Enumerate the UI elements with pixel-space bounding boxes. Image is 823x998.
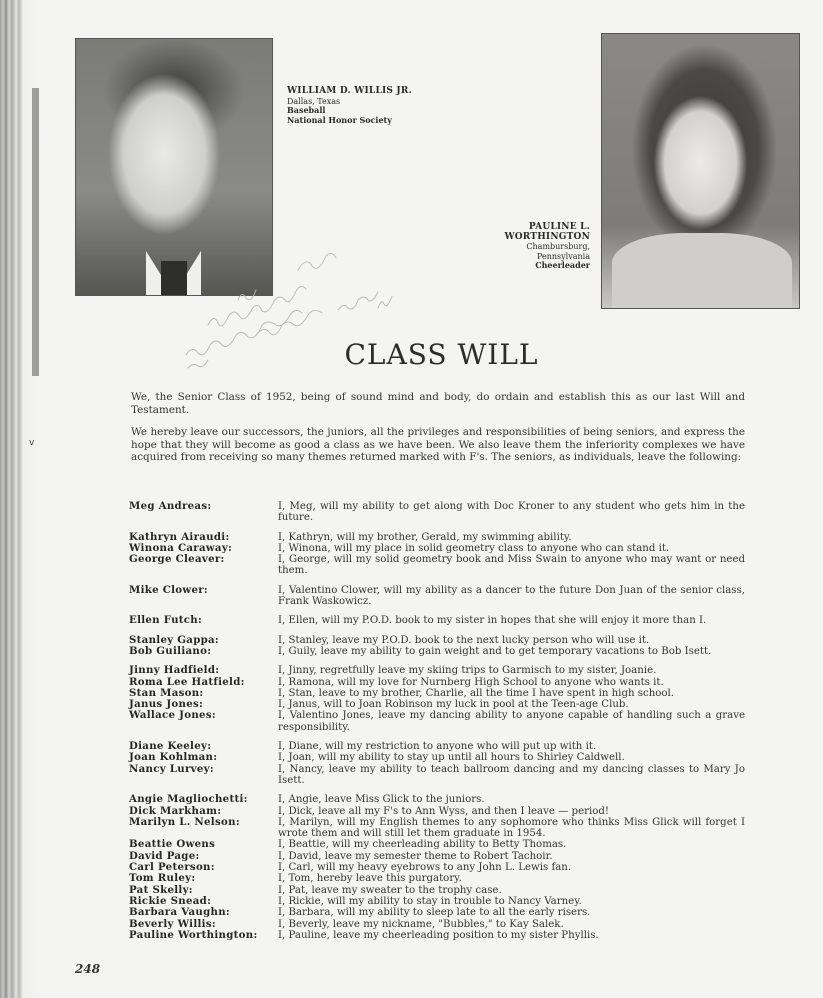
will-student-name: Stan Mason: <box>129 686 204 699</box>
portrait-activity: Baseball <box>287 105 326 115</box>
will-student-name: Winona Caraway: <box>129 541 233 554</box>
will-bequest: I, Kathryn, will my brother, Gerald, my swimming ability. <box>278 531 572 543</box>
portrait-name-line1: PAULINE L. <box>528 222 590 232</box>
portrait-hometown-line2: Pennsylvania <box>536 251 590 261</box>
portrait-name: WILLIAM D. WILLIS JR. <box>287 86 412 96</box>
will-bequest: I, Beverly, leave my nickname, "Bubbles," to Kay Salek. <box>278 918 564 930</box>
will-student-name: Diane Keeley: <box>129 740 212 753</box>
will-student-name: Bob Guiliano: <box>129 644 212 657</box>
will-entry <box>129 646 745 657</box>
will-entry <box>129 907 745 918</box>
page-title <box>0 338 823 371</box>
will-bequest: I, Meg, will my ability to get along with Doc Kroner to any student who gets him in the future. <box>278 501 745 524</box>
will-entry <box>129 554 745 577</box>
will-student-name: Meg Andreas: <box>129 500 212 512</box>
portrait-name-line2: WORTHINGTON <box>504 231 590 242</box>
will-student-name: Carl Peterson: <box>129 861 215 874</box>
intro-paragraph: We hereby leave our successors, the juniors, all the privileges and responsibilities of being seniors, and express the hope that they will become as good a class as we have been. We also leave them the inferiority complexes we have acquired from receiving so many themes returned marked with F's. The seniors, as individuals, leave the following: <box>131 426 745 463</box>
will-entry <box>129 851 745 862</box>
will-bequest: I, Winona, will my place in solid geometry class to anyone who can stand it. <box>278 542 670 554</box>
intro-paragraph: We, the Senior Class of 1952, being of sound mind and body, do ordain and establish this as our last Will and Testament. <box>131 391 745 416</box>
sweater <box>612 233 792 308</box>
will-bequest: I, Ellen, will my P.O.D. book to my sister in hopes that she will enjoy it more than I. <box>278 615 707 627</box>
will-bequest: I, Pat, leave my sweater to the trophy case. <box>278 884 502 896</box>
portrait-activity: Cheerleader <box>535 260 590 270</box>
will-bequest: I, Barbara, will my ability to sleep late to all the early risers. <box>278 907 591 919</box>
will-student-name: Ellen Futch: <box>129 614 203 627</box>
will-entry <box>129 688 745 699</box>
portrait-photo-pauline-worthington <box>601 33 800 309</box>
will-bequest: I, Ramona, will my love for Nurnberg High School to anyone who wants it. <box>278 676 664 688</box>
will-entry <box>129 930 745 941</box>
will-student-name: Pauline Worthington: <box>129 928 258 941</box>
wills-list <box>129 501 745 941</box>
will-bequest: I, Marilyn, will my English themes to any sophomore who thinks Miss Glick will forget I wrote them and will still let them graduate in 1954. <box>278 816 745 840</box>
will-entry <box>129 794 745 805</box>
portrait-hometown-line1: Chambursburg, <box>526 242 590 251</box>
will-entry <box>129 817 745 840</box>
will-bequest: I, Beattie, will my cheerleading ability to Betty Thomas. <box>278 839 567 851</box>
will-bequest: I, Angie, leave Miss Glick to the juniors. <box>278 794 485 806</box>
will-student-name: Dick Markham: <box>129 804 222 817</box>
will-student-name: Wallace Jones: <box>129 709 216 722</box>
will-student-name: Beverly Willis: <box>129 917 216 930</box>
will-student-name: Stanley Gappa: <box>129 633 219 646</box>
will-entry <box>129 764 745 787</box>
will-entry <box>129 665 745 676</box>
will-entry <box>129 699 745 710</box>
portrait-activity: National Honor Society <box>287 114 392 125</box>
will-bequest: I, Nancy, leave my ability to teach ballroom dancing and my dancing classes to Mary Jo Isett. <box>278 763 745 786</box>
will-student-name: Marilyn L. Nelson: <box>129 815 240 828</box>
will-student-name: Tom Ruley: <box>129 872 196 885</box>
will-student-name: Janus Jones: <box>129 698 204 711</box>
will-student-name: Joan Kohlman: <box>129 751 218 764</box>
will-student-name: Rickie Snead: <box>129 894 212 907</box>
will-bequest: I, Carl, will my heavy eyebrows to any John L. Lewis fan. <box>278 862 572 874</box>
page-number: 248 <box>75 962 101 976</box>
will-bequest: I, Joan, will my ability to stay up until all hours to Shirley Caldwell. <box>278 752 625 764</box>
will-bequest: I, Janus, will to Joan Robinson my luck in pool at the Teen-age Club. <box>278 699 629 711</box>
will-entry <box>129 862 745 873</box>
will-entry <box>129 839 745 850</box>
will-bequest: I, Pauline, leave my cheerleading position to my sister Phyllis. <box>278 929 599 941</box>
will-student-name: Pat Skelly: <box>129 883 193 896</box>
will-entry <box>129 635 745 646</box>
will-student-name: David Page: <box>129 849 200 862</box>
will-entry <box>129 585 745 608</box>
will-entry <box>129 752 745 763</box>
will-student-name: George Cleaver: <box>129 553 225 566</box>
will-bequest: I, Diane, will my restriction to anyone who will put up with it. <box>278 741 597 753</box>
will-student-name: Nancy Lurvey: <box>129 762 214 775</box>
will-student-name: Roma Lee Hatfield: <box>129 675 245 688</box>
binding-strip <box>32 88 39 376</box>
will-bequest: I, Stan, leave to my brother, Charlie, all the time I have spent in high school. <box>278 687 675 699</box>
will-bequest: I, Valentino Clower, will my ability as a dancer to the future Don Juan of the senior class, Frank Waskowicz. <box>278 584 745 608</box>
will-student-name: Angie Magliochetti: <box>129 793 248 806</box>
will-entry <box>129 615 745 626</box>
will-bequest: I, Jinny, regretfully leave my skiing trips to Garmisch to my sister, Joanie. <box>278 665 657 677</box>
will-entry <box>129 873 745 884</box>
will-entry <box>129 710 745 733</box>
will-entry <box>129 501 745 524</box>
will-student-name: Kathryn Airaudi: <box>129 530 230 543</box>
will-entry <box>129 677 745 688</box>
portrait-caption-pauline-worthington <box>504 223 590 271</box>
will-entry <box>129 741 745 752</box>
will-bequest: I, David, leave my semester theme to Robert Tachoir. <box>278 850 553 862</box>
portrait-caption-william-willis <box>287 87 412 125</box>
will-student-name: Jinny Hadfield: <box>129 664 220 677</box>
will-bequest: I, Stanley, leave my P.O.D. book to the next lucky person who will use it. <box>278 634 650 646</box>
page-title-text: CLASS WILL <box>344 338 539 371</box>
will-bequest: I, Valentino Jones, leave my dancing ability to anyone capable of handling such a grave responsibility. <box>278 710 745 733</box>
will-bequest: I, George, will my solid geometry book and Miss Swain to anyone who may want or need them. <box>278 554 745 577</box>
will-student-name: Barbara Vaughn: <box>129 906 230 919</box>
will-student-name: Mike Clower: <box>129 583 208 596</box>
portrait-hometown: Dallas, Texas <box>287 96 341 106</box>
will-bequest: I, Dick, leave all my F's to Ann Wyss, and then I leave — period! <box>278 805 609 817</box>
binding-mark: v <box>29 438 35 448</box>
will-bequest: I, Tom, hereby leave this purgatory. <box>278 873 462 885</box>
will-entry <box>129 885 745 896</box>
will-bequest: I, Rickie, will my ability to stay in trouble to Nancy Varney. <box>278 895 582 907</box>
will-bequest: I, Guily, leave my ability to gain weight and to get temporary vacations to Bob Isett. <box>278 645 712 657</box>
will-student-name: Beattie Owens <box>129 838 216 851</box>
